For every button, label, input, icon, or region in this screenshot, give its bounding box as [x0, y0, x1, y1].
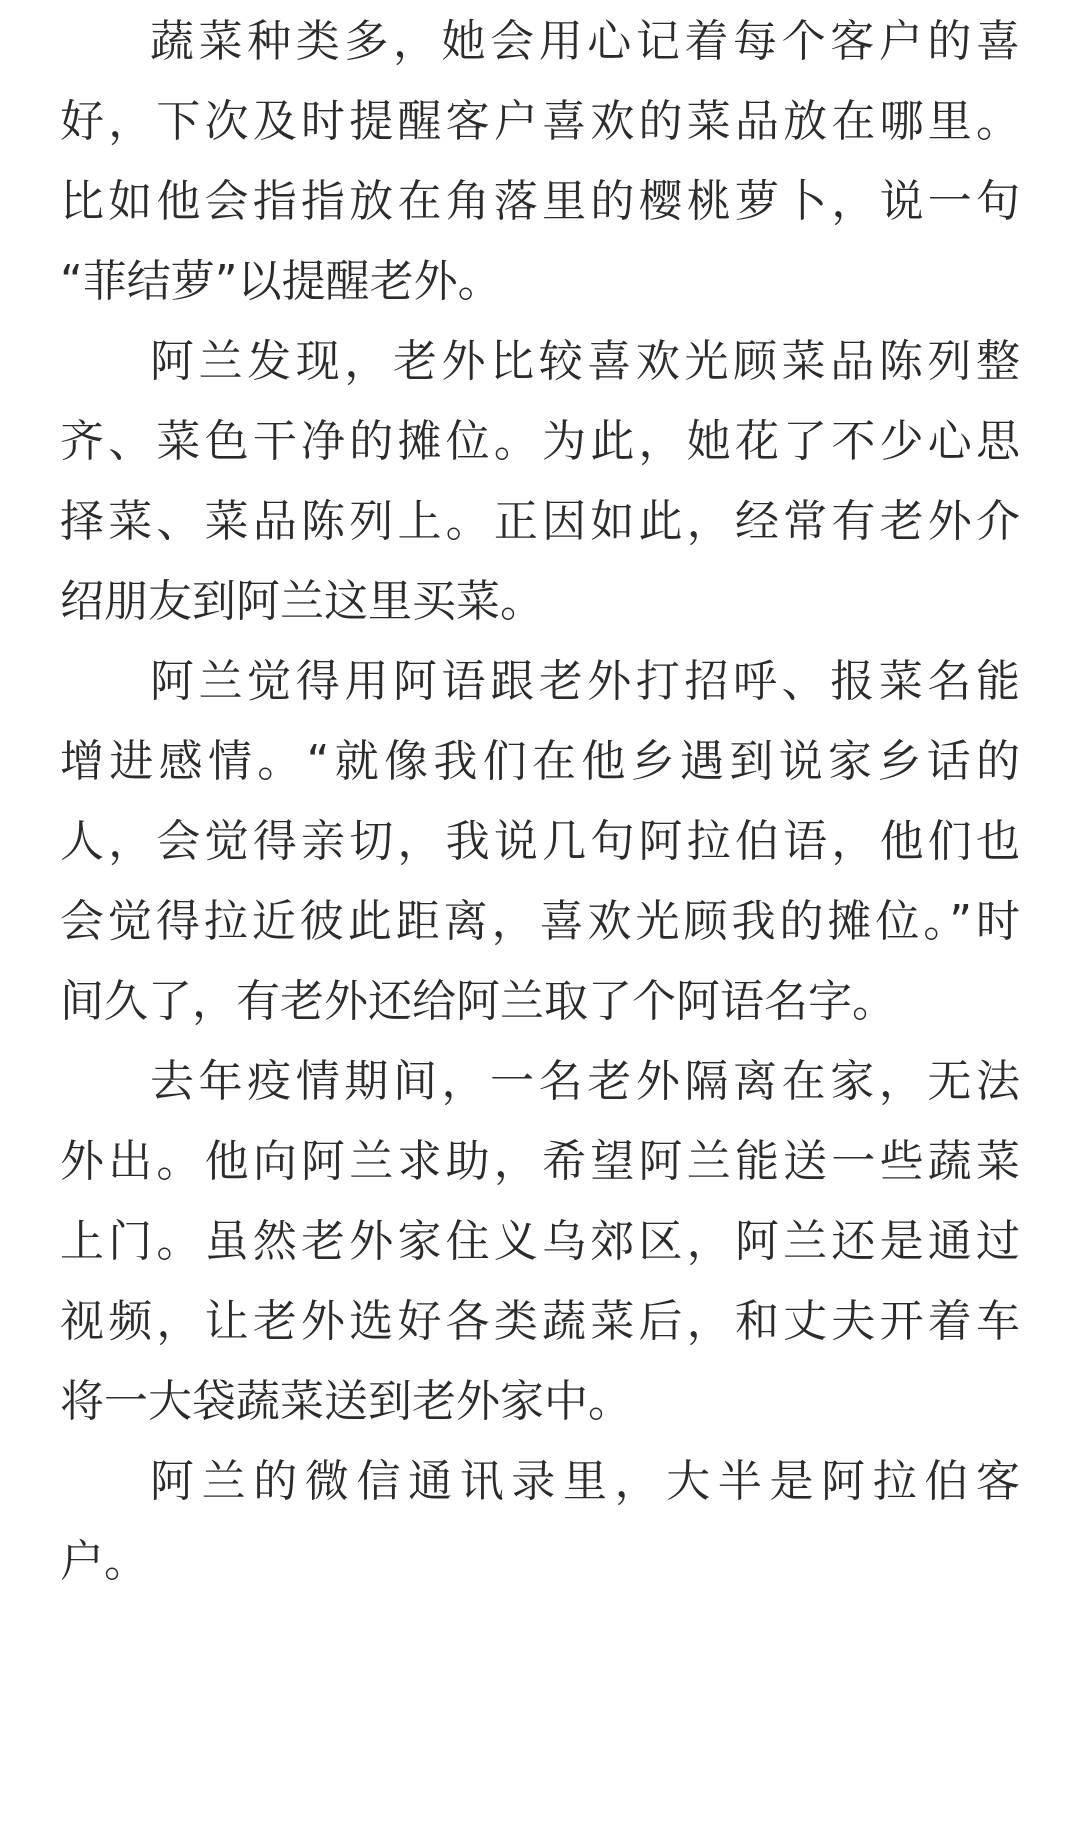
text-line: 会觉得拉近彼此距离，喜欢光顾我的摊位。”时: [60, 896, 1020, 947]
text-line: 户。: [60, 1536, 148, 1587]
text-line: 外出。他向阿兰求助，希望阿兰能送一些蔬菜: [60, 1136, 1020, 1187]
text-line: 阿兰发现，老外比较喜欢光顾菜品陈列整: [150, 336, 1020, 387]
text-line: 增进感情。“就像我们在他乡遇到说家乡话的: [60, 736, 1020, 787]
text-line: 齐、菜色干净的摊位。为此，她花了不少心思: [60, 416, 1020, 467]
text-line: 蔬菜种类多，她会用心记着每个客户的喜: [150, 16, 1020, 67]
text-line: “菲结萝”以提醒老外。: [60, 256, 502, 307]
text-line: 比如他会指指放在角落里的樱桃萝卜，说一句: [60, 176, 1020, 227]
text-line: 阿兰觉得用阿语跟老外打招呼、报菜名能: [150, 656, 1020, 707]
text-line: 上门。虽然老外家住义乌郊区，阿兰还是通过: [60, 1216, 1020, 1267]
text-line: 人，会觉得亲切，我说几句阿拉伯语，他们也: [60, 816, 1020, 867]
text-line: 绍朋友到阿兰这里买菜。: [60, 576, 544, 627]
text-line: 将一大袋蔬菜送到老外家中。: [60, 1376, 632, 1427]
text-line: 间久了，有老外还给阿兰取了个阿语名字。: [60, 976, 896, 1027]
text-line: 去年疫情期间，一名老外隔离在家，无法: [150, 1056, 1020, 1107]
text-line: 好，下次及时提醒客户喜欢的菜品放在哪里。: [60, 96, 1020, 147]
text-line: 择菜、菜品陈列上。正因如此，经常有老外介: [60, 496, 1020, 547]
text-line: 阿兰的微信通讯录里，大半是阿拉伯客: [150, 1456, 1020, 1507]
text-line: 视频，让老外选好各类蔬菜后，和丈夫开着车: [60, 1296, 1020, 1347]
